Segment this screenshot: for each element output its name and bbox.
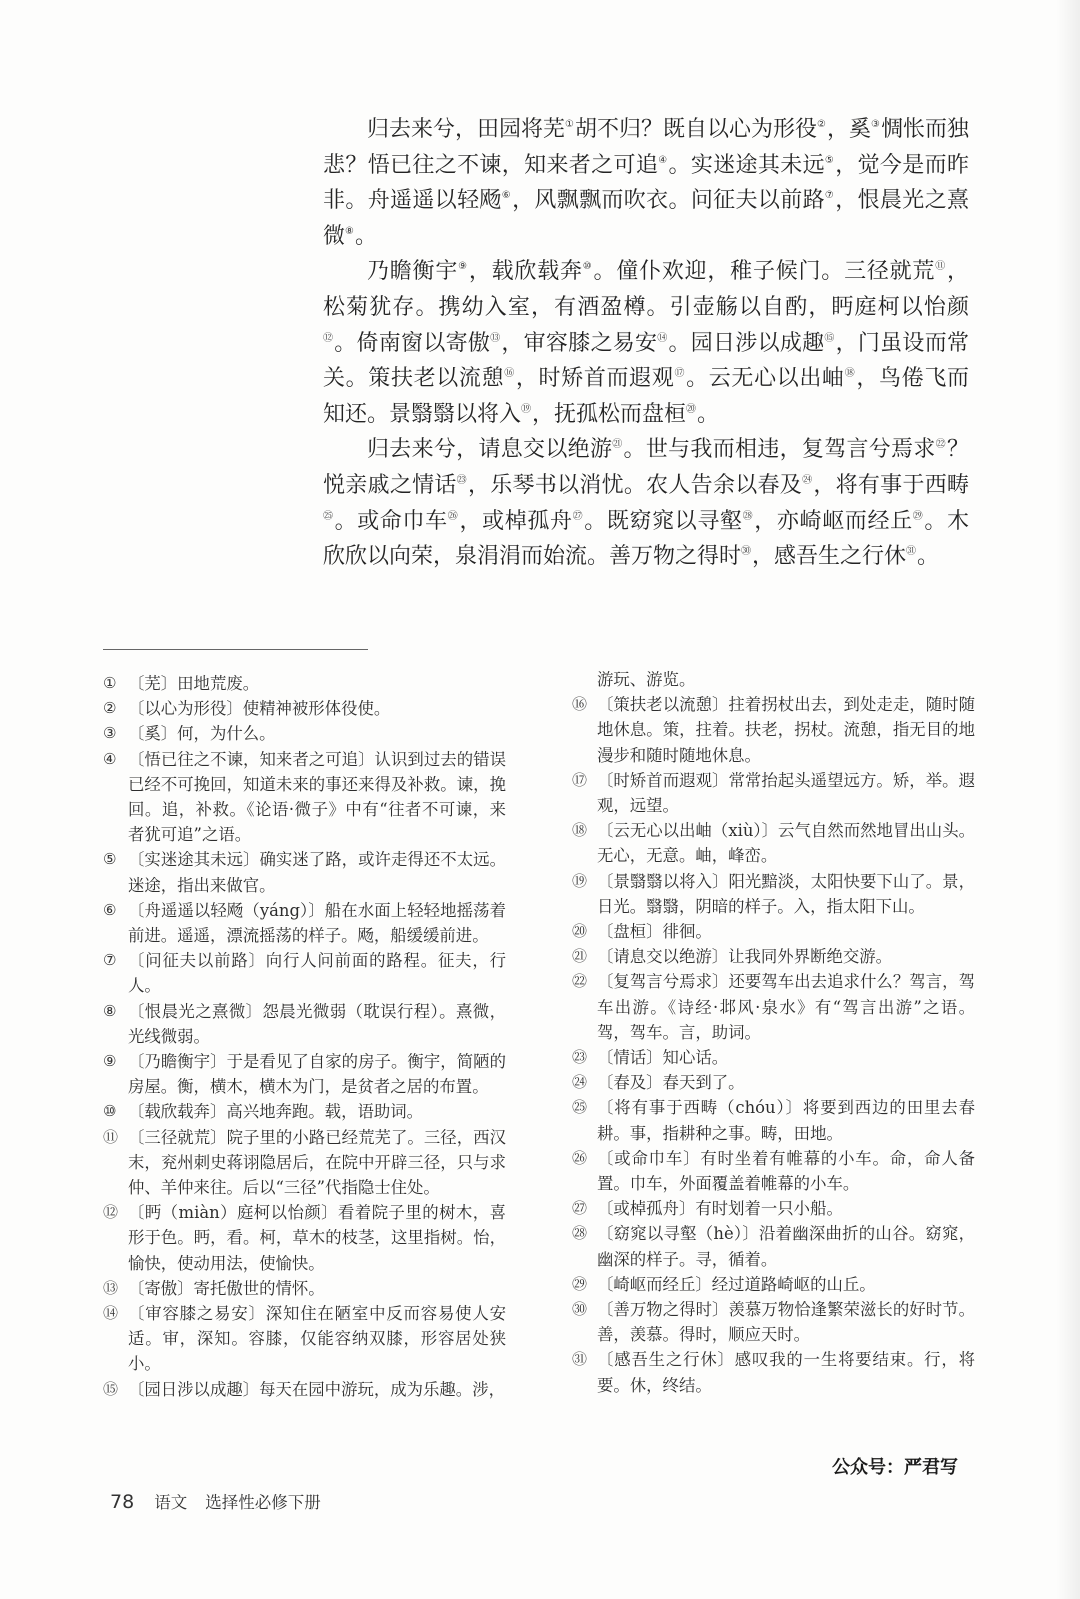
footnotes-left-column <box>103 671 506 1402</box>
book-volume: 选择性必修下册 <box>205 1493 321 1512</box>
footnote <box>572 768 975 818</box>
note-reference: ㉒ <box>935 439 946 451</box>
page-footer <box>110 1489 321 1516</box>
footnote <box>103 1125 506 1201</box>
footnote-text: 〔崎岖而经丘〕经过道路崎岖的山丘。 <box>597 1274 876 1294</box>
footnote-number: ⑯ <box>572 695 588 714</box>
footnote <box>103 999 506 1049</box>
footnote-text: 〔窈窕以寻壑（hè）〕沿着幽深曲折的山谷。窈窕，幽深的样子。寻，循着。 <box>597 1224 975 1269</box>
footnote <box>103 1377 506 1402</box>
note-reference: ⑱ <box>844 368 856 380</box>
page-number: 78 <box>110 1491 135 1513</box>
main-text <box>323 112 969 575</box>
footnote <box>572 919 975 944</box>
note-reference: ⑮ <box>824 332 835 344</box>
note-reference: ⑩ <box>582 261 593 273</box>
note-reference: ㉗ <box>572 510 584 522</box>
note-reference: ㉓ <box>456 474 467 486</box>
footnote-number: ① <box>103 674 117 692</box>
footnote-number: ㉕ <box>572 1098 588 1117</box>
footnote-number: ㉒ <box>572 972 588 991</box>
note-reference: ④ <box>658 154 668 166</box>
footnote <box>572 818 975 868</box>
note-reference: ⑬ <box>490 332 501 344</box>
footnotes-right-column <box>572 667 975 1398</box>
footnote-number: ⑪ <box>103 1127 119 1146</box>
scan-edge-shadow <box>1056 0 1080 1599</box>
footnote <box>572 1045 975 1070</box>
footnote <box>103 1200 506 1276</box>
footnote-number: ㉘ <box>572 1224 588 1243</box>
footnote <box>572 1297 975 1347</box>
footnote-text: 游玩、游览。 <box>597 670 696 689</box>
footnote-text: 〔三径就荒〕院子里的小路已经荒芜了。三径，西汉末，兖州刺史蒋诩隐居后，在院中开辟三径，只与求仲、羊仲来往。后以“三径”代指隐士住处。 <box>128 1127 506 1198</box>
footnote-number: ⑧ <box>103 1001 117 1020</box>
watermark: 公众号：严君写 <box>832 1457 958 1478</box>
paragraph-2: 乃瞻衡宇⑨，载欣载奔⑩。僮仆欢迎，稚子候门。三径就荒⑪，松菊犹存。携幼入室，有酒盈樽。引壶觞以自酌，眄庭柯以怡颜⑫。倚南窗以寄傲⑬，审容膝之易安⑭。园日涉以成趣⑮，门虽设而常关。策扶老以流憩⑯，时矫首而遐观⑰。云无心以出岫⑱，鸟倦飞而知还。景翳翳以将入⑲，抚孤松而盘桓⑳。 <box>323 259 969 427</box>
footnote <box>103 671 506 696</box>
footnote-text: 〔感吾生之行休〕感叹我的一生将要结束。行，将要。休，终结。 <box>597 1350 975 1395</box>
footnote-text: 〔或棹孤舟〕有时划着一只小船。 <box>597 1199 843 1219</box>
footnote-text: 〔问征夫以前路〕向行人问前面的路程。征夫，行人。 <box>128 951 506 996</box>
note-reference: ⑦ <box>824 190 835 202</box>
footnote-number <box>572 667 597 692</box>
footnote-number: ㉓ <box>572 1048 588 1067</box>
footnote-number: ㉚ <box>572 1300 588 1319</box>
footnote-number: ⑤ <box>103 850 117 869</box>
footnote-number: ㉗ <box>572 1199 588 1218</box>
footnote-number: ⑫ <box>103 1203 119 1222</box>
note-reference: ㉘ <box>742 510 754 522</box>
footnote <box>572 1347 975 1397</box>
footnote-text: 〔将有事于西畴（chóu）〕将要到西边的田里去春耕。事，指耕种之事。畴，田地。 <box>597 1098 975 1143</box>
footnote-text: 〔悟已往之不谏，知来者之可追〕认识到过去的错误已经不可挽回，知道未来的事还来得及补救。谏，挽回。追，补救。《论语·微子》中有“往者不可谏，来者犹可追”之语。 <box>128 749 506 845</box>
note-reference: ② <box>817 119 826 130</box>
footnote-number: ㉑ <box>572 947 588 966</box>
footnote-text: 〔眄（miàn）庭柯以怡颜〕看着院子里的树木，喜形于色。眄，看。柯，草木的枝茎，这里指树。怡，愉快，使动用法，使愉快。 <box>128 1203 506 1273</box>
note-reference: ⑯ <box>504 368 515 380</box>
footnote <box>103 948 506 998</box>
footnote <box>103 721 506 746</box>
footnote-number: ⑬ <box>103 1278 119 1297</box>
footnote-number: ⑮ <box>103 1379 119 1398</box>
note-reference: ⑤ <box>824 154 835 166</box>
note-reference: ⑭ <box>657 332 668 344</box>
footnote <box>572 1146 975 1196</box>
footnote-text: 〔载欣载奔〕高兴地奔跑。载，语助词。 <box>128 1102 424 1122</box>
footnote <box>572 692 975 768</box>
footnote <box>103 1276 506 1301</box>
footnote-number: ② <box>103 699 117 718</box>
footnote-text: 〔或命巾车〕有时坐着有帷幕的小车。命，命人备置。巾车，外面覆盖着帷幕的小车。 <box>597 1148 975 1194</box>
footnote <box>103 747 506 848</box>
note-reference: ㉙ <box>912 510 924 522</box>
footnote-number: ⑱ <box>572 821 588 840</box>
footnote-number: ④ <box>103 749 117 768</box>
note-reference: ⑪ <box>935 261 946 273</box>
note-reference: ⑧ <box>345 225 354 237</box>
footnote-number: ⑨ <box>103 1052 117 1071</box>
footnote <box>572 1272 975 1297</box>
footnote-text: 〔芜〕田地荒废。 <box>128 674 260 693</box>
note-reference: ㉚ <box>741 546 752 558</box>
footnote <box>103 1049 506 1099</box>
footnote-text: 〔策扶老以流憩〕拄着拐杖出去，到处走走，随时随地休息。策，拄着。扶老，拐杖。流憩，指无目的地漫步和随时随地休息。 <box>597 695 975 765</box>
footnote <box>572 1095 975 1145</box>
footnote-number: ⑥ <box>103 900 117 919</box>
footnote <box>103 1099 506 1124</box>
note-reference: ⑨ <box>458 261 468 273</box>
footnote <box>572 1070 975 1095</box>
note-reference: ③ <box>870 119 880 130</box>
note-reference: ⑳ <box>686 403 697 415</box>
footnote-number: ㉙ <box>572 1274 588 1293</box>
footnote <box>103 696 506 721</box>
footnote-number: ⑭ <box>103 1304 119 1323</box>
footnote <box>572 969 975 1045</box>
paragraph-3: 归去来兮，请息交以绝游$^㉑$。世与我而相违，复驾言兮焉求$^㉒$？悦亲戚之情话$^㉓$，乐琴书以消忧。农人告余以春及$^㉔$，将有事于西畴$^㉕$。或命巾车$^㉖$，或棹孤舟$^㉗$。既窈窕以寻壑$^㉘$，亦崎岖而经丘$^㉙$。木欣欣以向荣，泉涓涓而始流。善万物之得时$^㉚$，感吾生之行休$^㉛$。 <box>323 437 969 570</box>
footnote-number: ⑲ <box>572 871 588 890</box>
footnote-number: ⑳ <box>572 922 588 941</box>
footnote-text: 〔寄傲〕寄托傲世的情怀。 <box>128 1278 325 1298</box>
note-reference: ⑲ <box>521 403 532 415</box>
footnote-text: 〔园日涉以成趣〕每天在园中游玩，成为乐趣。涉， <box>128 1379 505 1399</box>
footnote-text: 〔恨晨光之熹微〕怨晨光微弱（耽误行程）。熹微，光线微弱。 <box>128 1001 506 1046</box>
footnote-text: 〔云无心以出岫（xiù）〕云气自然而然地冒出山头。无心，无意。岫，峰峦。 <box>597 821 975 866</box>
footnote-number: ㉖ <box>572 1148 588 1167</box>
note-reference: ㉕ <box>323 510 334 522</box>
footnote <box>572 1196 975 1221</box>
note-reference: ㉛ <box>906 546 917 558</box>
footnote-text: 〔景翳翳以将入〕阳光黯淡，太阳快要下山了。景，日光。翳翳，阴暗的样子。入，指太阳下山。 <box>597 871 975 916</box>
note-reference: ㉔ <box>802 474 813 486</box>
footnote-text: 〔复驾言兮焉求〕还要驾车出去追求什么？驾言，驾车出游。《诗经·邶风·泉水》有“驾言出游”之语。驾，驾车。言，助词。 <box>597 972 975 1042</box>
footnote <box>103 1301 506 1377</box>
footnote-text: 〔审容膝之易安〕深知住在陋室中反而容易使人安适。审，深知。容膝，仅能容纳双膝，形容居处狭小。 <box>128 1304 506 1374</box>
footnote <box>103 898 506 948</box>
footnote-text: 〔善万物之得时〕羡慕万物恰逢繁荣滋长的好时节。善，羡慕。得时，顺应天时。 <box>597 1300 975 1345</box>
footnote-text: 〔请息交以绝游〕让我同外界断绝交游。 <box>597 947 893 967</box>
footnote <box>572 1221 975 1271</box>
footnote-number: ㉛ <box>572 1350 588 1369</box>
footnote-text: 〔时矫首而遐观〕常常抬起头遥望远方。矫，举。遐观，远望。 <box>597 770 975 816</box>
footnote-text: 〔情话〕知心话。 <box>597 1048 729 1068</box>
paragraph-1: 归去来兮，田园将芜①胡不归？既自以心为形役②，奚③惆怅而独悲？悟已往之不谏，知来者之可追④。实迷途其未远⑤，觉今是而昨非。舟遥遥以轻飏⑥，风飘飘而吹衣。问征夫以前路⑦，恨晨光之熹微⑧。 <box>323 117 969 249</box>
footnote-number: ⑰ <box>572 770 588 789</box>
footnote-number: ⑦ <box>103 951 117 970</box>
footnote-text: 〔实迷途其未远〕确实迷了路，或许走得还不太远。迷途，指出来做官。 <box>128 850 506 895</box>
note-reference: ㉑ <box>612 439 623 451</box>
note-reference: ① <box>565 119 574 130</box>
note-reference: ㉖ <box>447 510 459 522</box>
note-reference: ⑰ <box>674 368 686 380</box>
footnote-text: 〔以心为形役〕使精神被形体役使。 <box>128 699 391 719</box>
footnote-number: ㉔ <box>572 1073 588 1092</box>
footnote-text: 〔舟遥遥以轻飏（yáng）〕船在水面上轻轻地摇荡着前进。遥遥，漂流摇荡的样子。飏，船缓缓前进。 <box>128 900 506 946</box>
footnote-text: 〔春及〕春天到了。 <box>597 1073 745 1093</box>
footnote-text: 〔奚〕何，为什么。 <box>128 724 276 744</box>
book-subject: 语文 <box>154 1493 188 1512</box>
note-reference: ⑫ <box>323 332 334 344</box>
footnote-continuation <box>572 667 975 692</box>
footnote-number: ⑩ <box>103 1102 117 1121</box>
footnote-number: ③ <box>103 724 117 743</box>
footnote <box>572 944 975 969</box>
footnote <box>572 869 975 919</box>
footnote-text: 〔乃瞻衡宇〕于是看见了自家的房子。衡宇，简陋的房屋。衡，横木，横木为门，是贫者之居的布置。 <box>128 1052 506 1097</box>
footnote <box>103 847 506 897</box>
footnote-text: 〔盘桓〕徘徊。 <box>597 922 712 942</box>
note-reference: ⑥ <box>501 190 512 202</box>
footnote-rule <box>103 649 368 650</box>
